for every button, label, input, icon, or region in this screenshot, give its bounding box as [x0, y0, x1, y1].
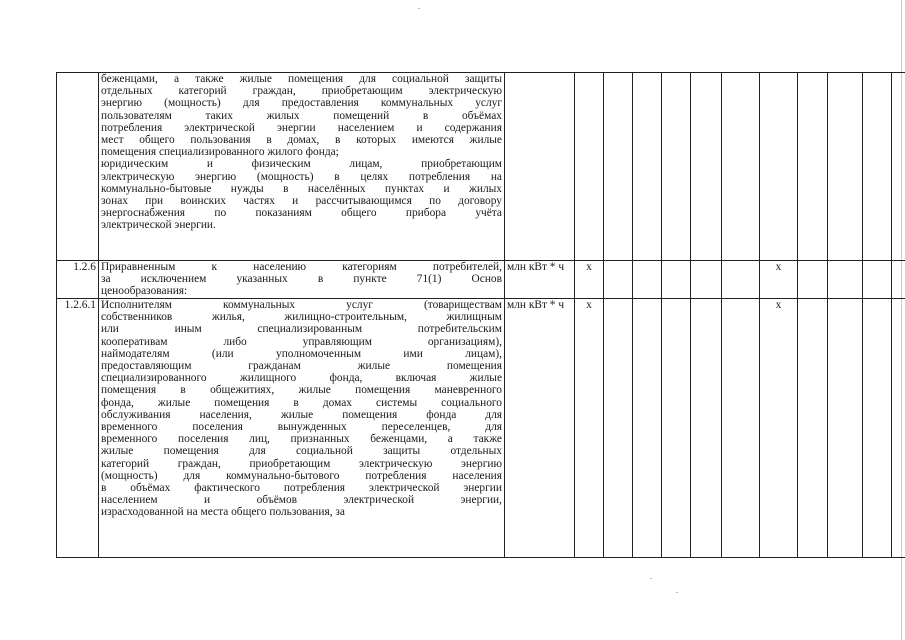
mark-cell	[892, 299, 905, 558]
mark-cell	[798, 73, 828, 261]
mark-cell	[722, 261, 760, 299]
mark-cell	[575, 73, 604, 261]
row-number: 1.2.6	[57, 261, 99, 299]
description-line: ценообразования:	[101, 285, 188, 298]
description-line: израсходованной на места общего пользования, за	[101, 506, 345, 519]
mark-cell	[604, 73, 633, 261]
scan-speck	[676, 592, 678, 593]
unit-cell	[505, 73, 575, 261]
description-line: жилые помещения для социальной защиты отдельных	[101, 445, 502, 458]
mark-cell	[798, 261, 828, 299]
description-line: обслуживания населения, жилые помещения фонда для	[101, 408, 502, 421]
description-line: временного поселения вынужденных переселенцев, для	[101, 421, 502, 434]
mark-cell	[722, 73, 760, 261]
description-line: мест общего пользования в домах, в которых имеются жилые	[101, 134, 502, 147]
description-line: потребления электрической энергии населением и содержания	[101, 121, 502, 134]
table-row	[57, 299, 905, 558]
description-line: Исполнителям коммунальных услуг (товариществам	[101, 299, 502, 311]
description-line: пользователям таких жилых помещений в объёмах	[101, 109, 502, 122]
description-line: населением и объёмов электрической энергии,	[101, 494, 502, 507]
mark-cell	[604, 261, 633, 299]
mark-cell	[662, 73, 691, 261]
row-number	[57, 73, 99, 261]
scan-speck	[650, 578, 652, 579]
description-line: предоставляющим гражданам жилые помещения	[101, 360, 502, 373]
scan-speck	[418, 8, 420, 9]
mark-cell	[604, 299, 633, 558]
mark-cell	[691, 299, 722, 558]
description-line: зонах при воинских частях и рассчитывающимся по договору	[101, 195, 502, 208]
description-line: или иным специализированным потребительским	[101, 323, 502, 336]
description-line: отдельных категорий граждан, приобретающим электрическую	[101, 85, 502, 98]
description-line: юридическим и физическим лицам, приобретающим	[101, 158, 502, 171]
description-line: собственников жилья, жилищно-строительным, жилищным	[101, 311, 502, 324]
description-line: электрическую энергию (мощность) в целях потребления на	[101, 170, 502, 183]
table-row	[57, 261, 905, 299]
mark-cell: x	[760, 261, 798, 299]
row-number: 1.2.6.1	[57, 299, 99, 558]
mark-cell	[633, 73, 662, 261]
mark-cell	[662, 261, 691, 299]
unit-cell: млн кВт * ч	[505, 299, 575, 558]
mark-cell	[892, 73, 905, 261]
tariff-table	[56, 72, 905, 558]
description-line: энергию (мощность) для предоставления коммунальных услуг	[101, 97, 502, 110]
description-line: коммунально-бытовые нужды в населённых пунктах и жилых	[101, 182, 502, 195]
mark-cell: x	[575, 261, 604, 299]
mark-cell	[633, 299, 662, 558]
description-line: за исключением указанных в пункте 71(1) Основ	[101, 273, 502, 286]
mark-cell	[722, 299, 760, 558]
mark-cell	[633, 261, 662, 299]
description-line: специализированного жилищного фонда, включая жилые	[101, 372, 502, 385]
mark-cell	[662, 299, 691, 558]
table-row	[57, 73, 905, 261]
mark-cell: x	[575, 299, 604, 558]
mark-cell	[863, 299, 892, 558]
description-line: энергоснабжения по показаниям общего прибора учёта	[101, 207, 502, 220]
mark-cell	[691, 261, 722, 299]
description-line: Приравненным к населению категориям потребителей,	[101, 261, 502, 273]
description-line: категорий граждан, приобретающим электрическую энергию	[101, 457, 502, 470]
description-line: помещения специализированного жилого фонда;	[101, 146, 339, 159]
description-line: фонда, жилые помещения в домах системы социального	[101, 396, 502, 409]
mark-cell	[691, 73, 722, 261]
description-line: электрической энергии.	[101, 219, 216, 232]
mark-cell	[828, 261, 863, 299]
unit-cell: млн кВт * ч	[505, 261, 575, 299]
mark-cell	[828, 299, 863, 558]
description-line: в объёмах фактического потребления электрической энергии	[101, 482, 502, 495]
row-description	[99, 261, 505, 299]
description-line: кооперативам либо управляющим организациям),	[101, 335, 502, 348]
mark-cell: x	[760, 299, 798, 558]
row-description	[99, 299, 505, 558]
description-line: беженцами, а также жилые помещения для социальной защиты	[101, 73, 502, 85]
mark-cell	[892, 261, 905, 299]
mark-cell	[863, 73, 892, 261]
description-line: наймодателям (или уполномоченным ими лицам),	[101, 347, 502, 360]
mark-cell	[798, 299, 828, 558]
description-line: (мощность) для коммунально-бытового потребления населения	[101, 469, 502, 482]
description-line: помещения в общежитиях, жилые помещения маневренного	[101, 384, 502, 397]
description-line: временного поселения лиц, признанных беженцами, а также	[101, 433, 502, 446]
mark-cell	[828, 73, 863, 261]
mark-cell	[760, 73, 798, 261]
mark-cell	[863, 261, 892, 299]
row-description	[99, 73, 505, 261]
